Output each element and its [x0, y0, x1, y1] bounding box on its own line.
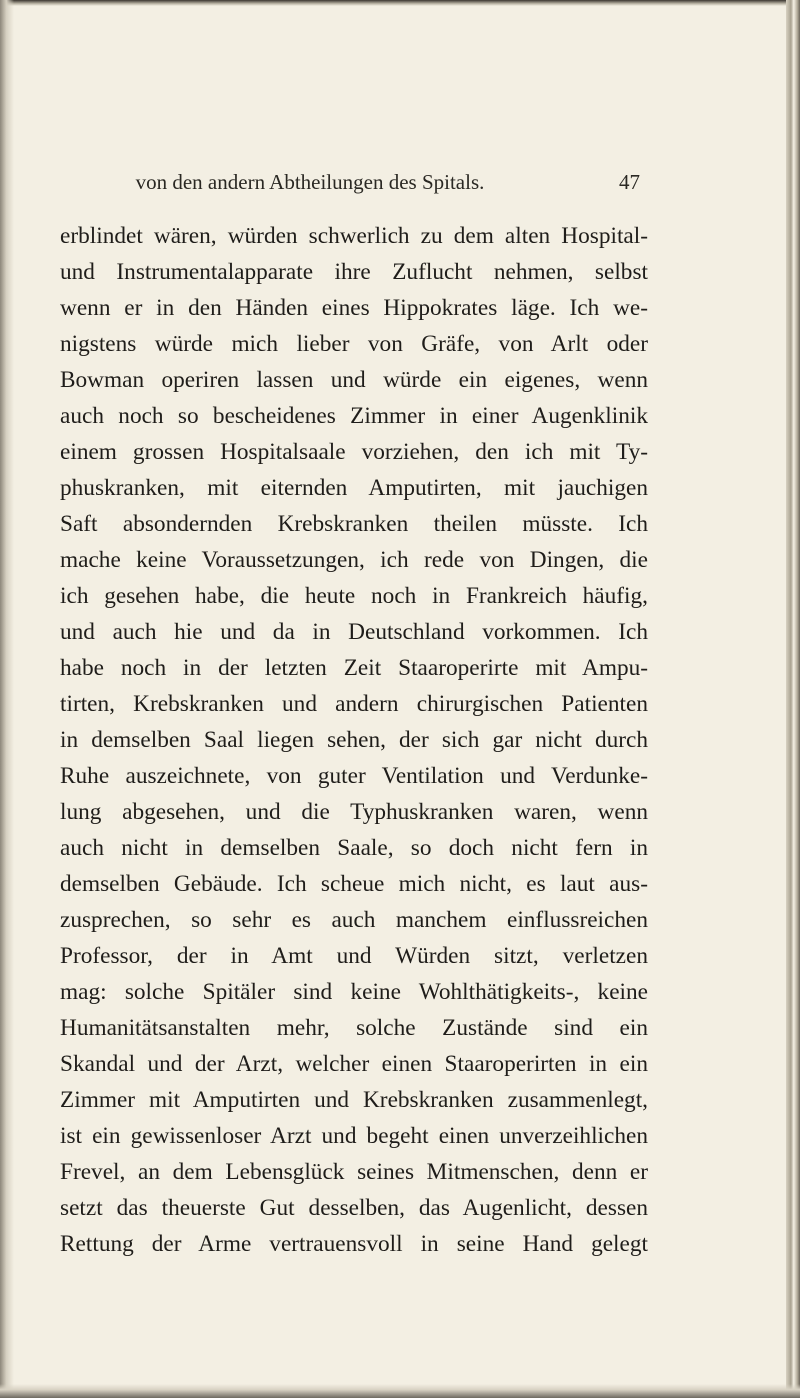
page-top-edge	[0, 0, 800, 6]
text-line: phuskranken, mit eiternden Amputirten, mit jauchigen	[60, 475, 648, 501]
text-line: habe noch in der letzten Zeit Staaroperirte mit Ampu-	[60, 655, 648, 681]
running-head-title: von den andern Abtheilungen des Spitals.	[135, 170, 485, 194]
text-line: in demselben Saal liegen sehen, der sich gar nicht durch	[60, 727, 648, 753]
text-line: setzt das theuerste Gut desselben, das Augenlicht, dessen	[60, 1195, 648, 1221]
text-line: mag: solche Spitäler sind keine Wohlthätigkeits-, keine	[60, 979, 648, 1005]
page-bottom-edge	[0, 1384, 800, 1398]
page-number: 47	[619, 170, 640, 194]
text-line: Saft absondernden Krebskranken theilen müsste. Ich	[60, 511, 648, 537]
text-line: Rettung der Arme vertrauensvoll in seine Hand gelegt	[60, 1231, 648, 1257]
text-line: und Instrumentalapparate ihre Zuflucht nehmen, selbst	[60, 259, 648, 285]
text-line: wenn er in den Händen eines Hippokrates läge. Ich we-	[60, 295, 648, 321]
text-line: nigstens würde mich lieber von Gräfe, von Arlt oder	[60, 331, 648, 357]
text-line: Frevel, an dem Lebensglück seines Mitmenschen, denn er	[60, 1159, 648, 1185]
text-line: Professor, der in Amt und Würden sitzt, verletzen	[60, 943, 648, 969]
body-text	[60, 218, 648, 1262]
text-line: demselben Gebäude. Ich scheue mich nicht, es laut aus-	[60, 871, 648, 897]
text-line: erblindet wären, würden schwerlich zu dem alten Hospital-	[60, 223, 648, 249]
running-head	[40, 170, 640, 200]
text-line: auch nicht in demselben Saale, so doch nicht fern in	[60, 835, 648, 861]
page-left-edge	[0, 0, 14, 1398]
text-line: mache keine Voraussetzungen, ich rede von Dingen, die	[60, 547, 648, 573]
text-line: Bowman operiren lassen und würde ein eigenes, wenn	[60, 367, 648, 393]
text-line: einem grossen Hospitalsaale vorziehen, den ich mit Ty-	[60, 439, 648, 465]
text-line: und auch hie und da in Deutschland vorkommen. Ich	[60, 619, 648, 645]
text-line: ist ein gewissenloser Arzt und begeht einen unverzeihlichen	[60, 1123, 648, 1149]
text-line: lung abgesehen, und die Typhuskranken waren, wenn	[60, 799, 648, 825]
text-line: tirten, Krebskranken und andern chirurgischen Patienten	[60, 691, 648, 717]
book-spine-edge	[786, 0, 800, 1398]
text-line: auch noch so bescheidenes Zimmer in einer Augenklinik	[60, 403, 648, 429]
text-line: Zimmer mit Amputirten und Krebskranken zusammenlegt,	[60, 1087, 648, 1113]
text-line: Ruhe auszeichnete, von guter Ventilation und Verdunke-	[60, 763, 648, 789]
text-line: zusprechen, so sehr es auch manchem einflussreichen	[60, 907, 648, 933]
text-line: Humanitätsanstalten mehr, solche Zustände sind ein	[60, 1015, 648, 1041]
text-line: ich gesehen habe, die heute noch in Frankreich häufig,	[60, 583, 648, 609]
text-line: Skandal und der Arzt, welcher einen Staaroperirten in ein	[60, 1051, 648, 1077]
